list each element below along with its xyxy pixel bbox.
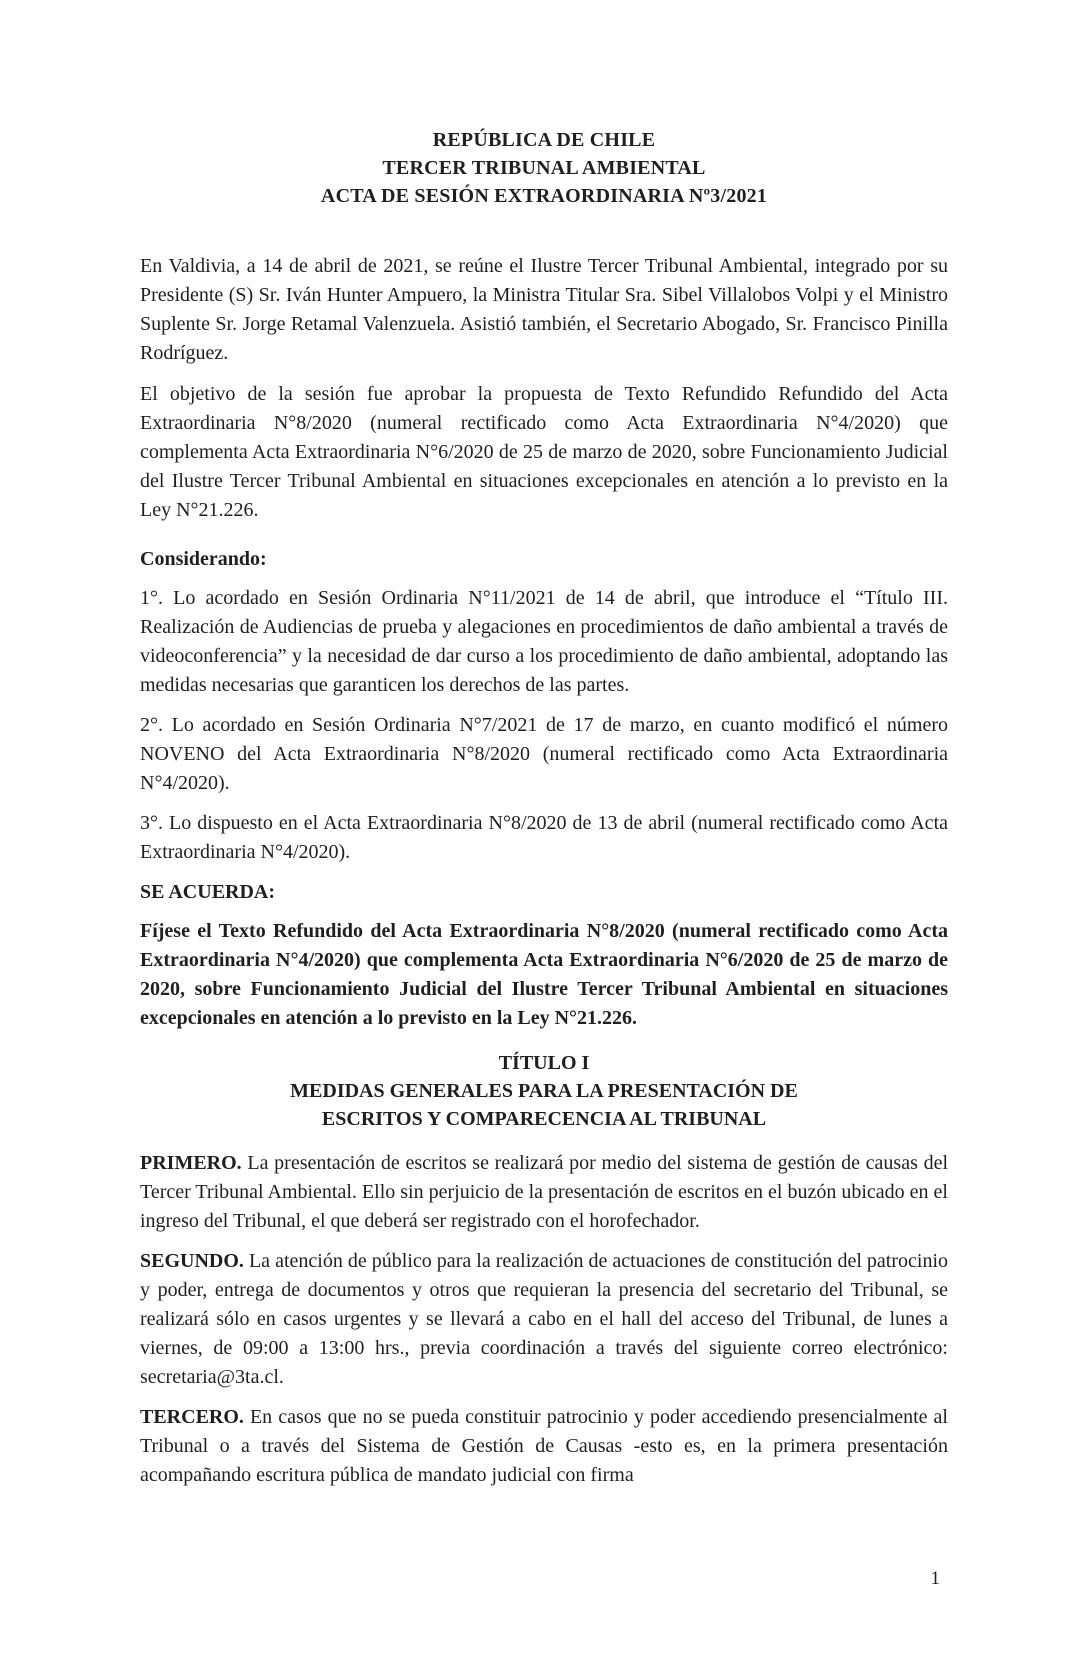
- document-header: [140, 126, 948, 210]
- paragraph-tercero: [140, 1403, 948, 1490]
- considerando-heading: Considerando:: [140, 548, 267, 570]
- page-number: 1: [930, 1568, 940, 1589]
- titulo-line-1: TÍTULO I: [498, 1052, 590, 1074]
- header-republic-line: REPÚBLICA DE CHILE: [432, 129, 656, 151]
- paragraph-segundo: [140, 1247, 948, 1392]
- primero-text: La presentación de escritos se realizará por medio del sistema de gestión de causas del Tercer Tribunal Ambiental. Ello sin perjuicio de la presentación de escritos en el buzón ubicado en el ingreso del Tribunal, el que deberá ser registrado con el horofechador.: [140, 1152, 949, 1232]
- segundo-text: La atención de público para la realización de actuaciones de constitución del patrocinio y poder, entrega de documentos y otros que requieran la presencia del secretario del Tribunal, se realizará sólo en casos urgentes y se llevará a cabo en el hall del acceso del Tribunal, de lunes a viernes, de 09:00 a 13:00 hrs., previa coordinación a través del siguiente correo electrónico: secretaria@3ta.cl.: [140, 1250, 948, 1388]
- tercero-text: En casos que no se pueda constituir patrocinio y poder accediendo presencialmente al Tribunal o a través del Sistema de Gestión de Causas -esto es, en la primera presentación acompañando escritura pública de mandato judicial con firma: [140, 1406, 948, 1486]
- considerando-item-2: 2°. Lo acordado en Sesión Ordinaria N°7/2021 de 17 de marzo, en cuanto modificó el número NOVENO del Acta Extraordinaria N°8/2020 (numeral rectificado como Acta Extraordinaria N°4/2020).: [140, 714, 948, 794]
- titulo-i-heading: [140, 1049, 948, 1133]
- considerando-item-1: 1°. Lo acordado en Sesión Ordinaria N°11/2021 de 14 de abril, que introduce el “Título III. Realización de Audiencias de prueba y alegaciones en procedimientos de daño ambiental a través de videoconferencia” y la necesidad de dar curso a los procedimiento de daño ambiental, adoptando las medidas necesarias que garanticen los derechos de las partes.: [140, 587, 948, 696]
- acuerdo-paragraph: Fíjese el Texto Refundido del Acta Extraordinaria N°8/2020 (numeral rectificado como Acta Extraordinaria N°4/2020) que complementa Acta Extraordinaria N°6/2020 de 25 de marzo de 2020, sobre Funcionamiento Judicial del Ilustre Tercer Tribunal Ambiental en situaciones excepcionales en atención a lo previsto en la Ley N°21.226.: [140, 920, 948, 1029]
- header-acta-title-line: ACTA DE SESIÓN EXTRAORDINARIA Nº3/2021: [320, 185, 768, 207]
- titulo-line-2: MEDIDAS GENERALES PARA LA PRESENTACIÓN DE: [290, 1080, 798, 1102]
- titulo-line-3: ESCRITOS Y COMPARECENCIA AL TRIBUNAL: [321, 1108, 767, 1130]
- paragraph-primero: [140, 1149, 948, 1236]
- considerando-item-3: 3°. Lo dispuesto en el Acta Extraordinaria N°8/2020 de 13 de abril (numeral rectificado como Acta Extraordinaria N°4/2020).: [140, 812, 948, 863]
- segundo-label: SEGUNDO.: [140, 1250, 244, 1272]
- paragraph-objective: El objetivo de la sesión fue aprobar la propuesta de Texto Refundido Refundido del Acta Extraordinaria N°8/2020 (numeral rectificado como Acta Extraordinaria N°4/2020) que complementa Acta Extraordinaria N°6/2020 de 25 de marzo de 2020, sobre Funcionamiento Judicial del Ilustre Tercer Tribunal Ambiental en situaciones excepcionales en atención a lo previsto en la Ley N°21.226.: [140, 383, 948, 521]
- primero-label: PRIMERO.: [140, 1152, 242, 1174]
- tercero-label: TERCERO.: [140, 1406, 244, 1428]
- header-tribunal-line: TERCER TRIBUNAL AMBIENTAL: [382, 157, 706, 179]
- paragraph-intro: En Valdivia, a 14 de abril de 2021, se reúne el Ilustre Tercer Tribunal Ambiental, integrado por su Presidente (S) Sr. Iván Hunter Ampuero, la Ministra Titular Sra. Sibel Villalobos Volpi y el Ministro Suplente Sr. Jorge Retamal Valenzuela. Asistió también, el Secretario Abogado, Sr. Francisco Pinilla Rodríguez.: [140, 255, 948, 364]
- se-acuerda-heading: SE ACUERDA:: [140, 881, 276, 903]
